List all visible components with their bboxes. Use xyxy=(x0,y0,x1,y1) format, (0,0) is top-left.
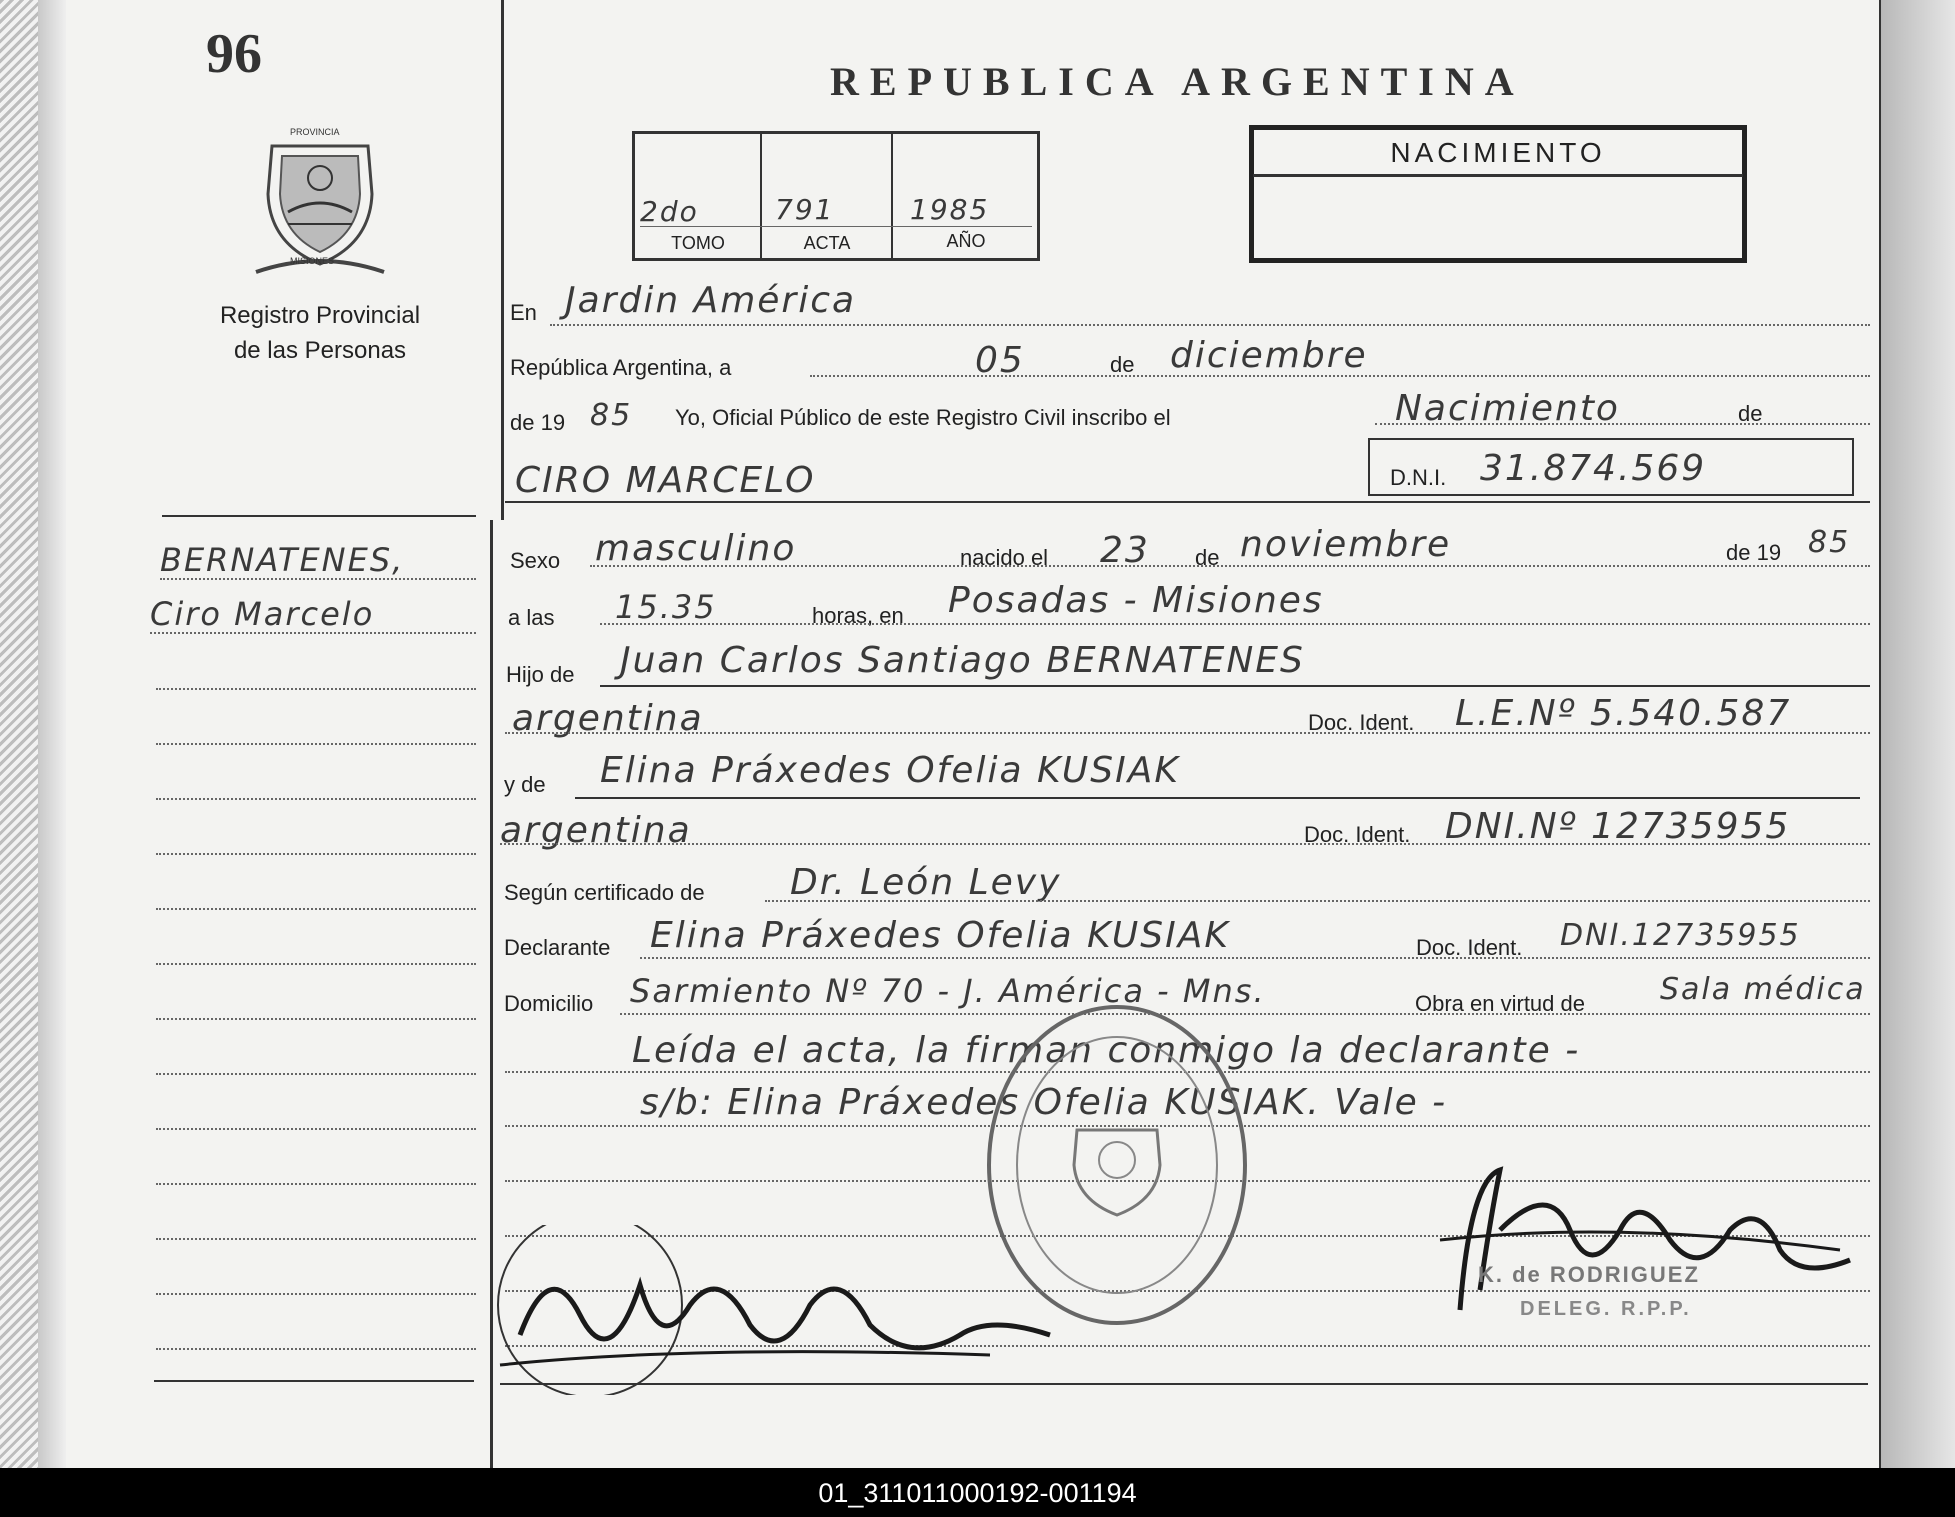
child-name: CIRO MARCELO xyxy=(515,460,816,501)
dni-label: D.N.I. xyxy=(1390,465,1447,490)
margin-line xyxy=(156,1183,476,1185)
obra-value: Sala médica xyxy=(1660,972,1866,1007)
margin-line xyxy=(156,1348,476,1350)
de19-label: de 19 xyxy=(1726,540,1782,565)
record-box-divider xyxy=(891,131,893,261)
certificate-doctor: Dr. León Levy xyxy=(790,862,1062,903)
domicilio-value: Sarmiento Nº 70 - J. América - Mns. xyxy=(630,972,1266,1010)
margin-note-given: Ciro Marcelo xyxy=(150,595,375,633)
anio-value: 1985 xyxy=(910,193,990,226)
sexo-value: masculino xyxy=(595,528,797,569)
margin-line xyxy=(156,1018,476,1020)
line-child-name xyxy=(505,501,1870,503)
margin-line xyxy=(156,798,476,800)
margin-line xyxy=(156,963,476,965)
declarant-signature-icon xyxy=(490,1225,1060,1395)
line-father xyxy=(600,685,1870,687)
tomo-label: TOMO xyxy=(671,233,725,253)
closing-line-1: Leída el acta, la firman conmigo la declarante - xyxy=(632,1030,1581,1071)
book-binding-shadow xyxy=(38,0,66,1468)
year-prefix-label: de 19 xyxy=(510,410,566,435)
page-edge xyxy=(1881,0,1955,1468)
margin-note-surname: BERNATENES, xyxy=(160,541,405,579)
domicilio-label: Domicilio xyxy=(504,991,594,1016)
registration-month: diciembre xyxy=(1170,335,1368,376)
line-father-nat xyxy=(505,732,1870,734)
act-kind: Nacimiento xyxy=(1395,388,1620,429)
margin-line xyxy=(156,1128,476,1130)
margin-line xyxy=(160,578,476,580)
acta-value: 791 xyxy=(775,193,835,226)
hijo-label: Hijo de xyxy=(506,662,575,687)
birth-hour: 15.35 xyxy=(615,588,717,626)
segun-label: Según certificado de xyxy=(504,880,705,905)
mother-doc: DNI.Nº 12735955 xyxy=(1445,806,1791,847)
doc-label-father: Doc. Ident. xyxy=(1308,710,1415,735)
sexo-label: Sexo xyxy=(510,548,561,573)
margin-top-rule xyxy=(162,515,476,517)
doc-label-mother: Doc. Ident. xyxy=(1304,822,1411,847)
birth-place: Posadas - Misiones xyxy=(948,580,1324,621)
nacido-label: nacido el xyxy=(960,545,1049,570)
obra-label: Obra en virtud de xyxy=(1415,991,1585,1016)
father-name: Juan Carlos Santiago BERNATENES xyxy=(620,640,1305,681)
declarante-label: Declarante xyxy=(504,935,611,960)
a-las-label: a las xyxy=(508,605,555,630)
line-segun xyxy=(765,900,1870,902)
seal-text-top: PROVINCIA xyxy=(290,127,340,137)
line-en xyxy=(550,324,1870,326)
page-number: 96 xyxy=(206,23,262,85)
officer-stamp-line-2: DELEG. R.P.P. xyxy=(1520,1298,1692,1320)
anio-label: AÑO xyxy=(946,231,986,251)
margin-line xyxy=(156,1293,476,1295)
de3-label: de xyxy=(1195,545,1220,570)
line-mother-nat xyxy=(500,843,1870,845)
line-sexo xyxy=(590,565,1870,567)
margin-line xyxy=(150,632,476,634)
line-mother xyxy=(575,797,1860,799)
record-box-line xyxy=(640,226,1032,227)
declarante-name: Elina Práxedes Ofelia KUSIAK xyxy=(650,915,1230,956)
mother-nationality: argentina xyxy=(500,810,692,851)
registry-name-line1: Registro Provincial xyxy=(219,302,421,329)
registration-day: 05 xyxy=(975,340,1025,381)
closing-line-2: s/b: Elina Práxedes Ofelia KUSIAK. Vale - xyxy=(640,1082,1448,1123)
mother-name: Elina Práxedes Ofelia KUSIAK xyxy=(600,750,1180,791)
acta-label: ACTA xyxy=(803,233,851,253)
doc-label-declarante: Doc. Ident. xyxy=(1416,935,1523,960)
republica-label: República Argentina, a xyxy=(510,355,732,380)
father-doc: L.E.Nº 5.540.587 xyxy=(1455,693,1792,734)
born-year-suffix: 85 xyxy=(1808,525,1851,560)
margin-line xyxy=(156,688,476,690)
y-de-label: y de xyxy=(504,772,546,797)
column-divider-top xyxy=(501,0,504,520)
record-type-label: NACIMIENTO xyxy=(1390,137,1606,168)
line-republica xyxy=(810,375,1870,377)
record-box-divider xyxy=(760,131,762,261)
officer-stamp-line-1: K. de RODRIGUEZ xyxy=(1478,1262,1700,1287)
place-of-registration: Jardin América xyxy=(565,280,857,321)
official-statement: Yo, Oficial Público de este Registro Civil inscribo el xyxy=(675,405,1171,430)
declarante-doc: DNI.12735955 xyxy=(1560,918,1801,953)
line-a-las xyxy=(600,623,1870,625)
born-day: 23 xyxy=(1100,530,1150,571)
dni-value: 31.874.569 xyxy=(1480,448,1707,489)
father-nationality: argentina xyxy=(512,698,704,739)
line-declarante xyxy=(640,957,1870,959)
margin-line xyxy=(156,853,476,855)
line-yo xyxy=(1375,423,1870,425)
provincial-seal-icon xyxy=(252,124,388,274)
registry-name-line2: de las Personas xyxy=(233,337,407,364)
margin-line xyxy=(156,1073,476,1075)
margin-line xyxy=(156,743,476,745)
year-suffix: 85 xyxy=(590,398,633,433)
margin-line xyxy=(156,908,476,910)
en-label: En xyxy=(510,300,537,325)
margin-line xyxy=(156,1238,476,1240)
de2-label: de xyxy=(1738,401,1763,426)
country-title: REPUBLICA ARGENTINA xyxy=(830,59,1525,104)
born-month: noviembre xyxy=(1240,524,1452,565)
footer-id: 01_311011000192-001194 xyxy=(818,1478,1137,1508)
tomo-value: 2do xyxy=(640,195,699,228)
horas-label: horas, en xyxy=(812,603,904,628)
right-border xyxy=(1879,0,1881,1468)
margin-bottom-rule xyxy=(154,1380,474,1382)
seal-text-bottom: MISIONES xyxy=(290,256,335,266)
record-type-divider xyxy=(1253,174,1743,177)
de-label: de xyxy=(1110,352,1135,377)
